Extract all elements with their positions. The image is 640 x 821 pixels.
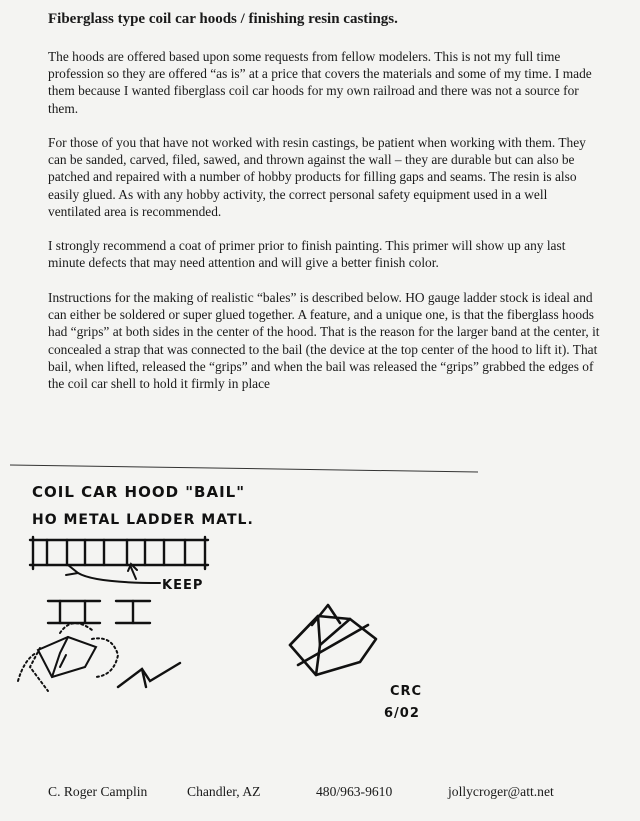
paragraph-resin-castings: For those of you that have not worked with resin castings, be patient when working with them. They can be sanded, carved, filed, sawed, and thrown against the wall – they are durable but can also be patched and repaired with a number of hobby products for filling gaps and seams. The resin is also easily glued. As with any hobby activity, the correct personal safety equipment used in a well ventilated area is recommended. bbox=[48, 135, 586, 219]
sketch-caption-line1: COIL CAR HOOD "BAIL" bbox=[32, 483, 246, 501]
small-hood-sketch bbox=[18, 623, 118, 691]
keep-arrow bbox=[66, 564, 160, 583]
footer-contact bbox=[0, 782, 640, 802]
sketch-initials: CRC bbox=[390, 684, 423, 699]
footer-name: C. Roger Camplin bbox=[48, 784, 148, 799]
footer-phone: 480/963-9610 bbox=[316, 784, 393, 799]
paragraph-bales: Instructions for the making of realistic “bales” is described below. HO gauge ladder stock is ideal and can either be soldered or super glued together. A feature, and a unique one, is that the fiberglass hoods had “grips” at both sides in the center of the hood. That is the reason for the larger band at the center, it concealed a strap that was connected to the bail (the device at the top center of the hood to lift it). That bail, when lifted, released the “grips” and when the bail was released the “grips” grabbed the edges of the coil car shell to hold it firmly in place bbox=[48, 290, 600, 392]
bail-side-sketch bbox=[118, 663, 180, 687]
ladder-stock-sketch bbox=[30, 537, 208, 569]
sketch-divider bbox=[10, 465, 478, 472]
keep-label: KEEP bbox=[162, 578, 204, 593]
footer-email: jollycroger@att.net bbox=[448, 784, 554, 799]
document-title: Fiberglass type coil car hoods / finishing resin castings. bbox=[48, 11, 398, 27]
cut-pieces-sketch bbox=[48, 601, 150, 623]
footer-location: Chandler, AZ bbox=[187, 784, 261, 799]
paragraph-primer: I strongly recommend a coat of primer prior to finish painting. This primer will show up any last minute defects that may need attention and will give a better finish color. bbox=[48, 238, 566, 271]
large-hood-sketch bbox=[290, 605, 376, 675]
sketch-caption-line2: HO METAL LADDER MATL. bbox=[32, 512, 254, 528]
handwritten-sketch bbox=[0, 455, 640, 735]
paragraph-intro: The hoods are offered based upon some requests from fellow modelers. This is not my full time profession so they are offered “as is” at a price that covers the materials and some of my time. I made them because I wanted fiberglass coil car hoods for my own railroad and there was not a source for them. bbox=[48, 49, 592, 116]
sketch-date: 6/02 bbox=[384, 706, 420, 721]
